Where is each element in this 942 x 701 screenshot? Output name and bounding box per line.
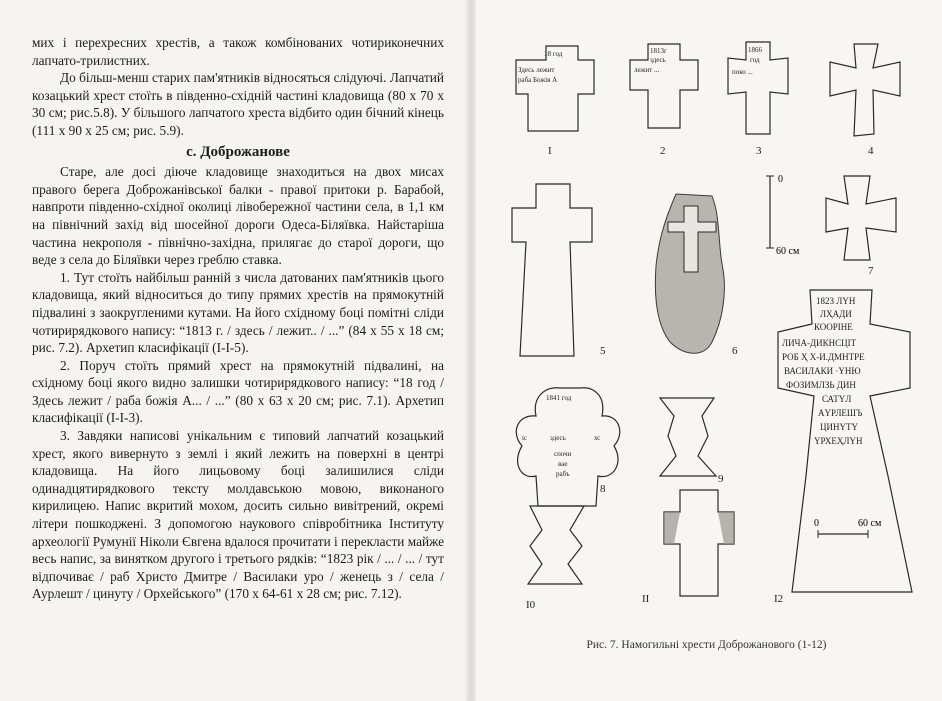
cross-5 <box>512 184 592 356</box>
svg-text:здесь: здесь <box>550 434 566 442</box>
label-10: I0 <box>526 599 536 611</box>
label-7: 7 <box>868 265 874 277</box>
svg-text:САТҮЛ: САТҮЛ <box>822 394 852 404</box>
svg-text:1866: 1866 <box>748 46 762 54</box>
svg-text:18 год: 18 год <box>544 50 563 58</box>
cross-8-inscription <box>522 394 600 478</box>
svg-text:КООРІНЕ: КООРІНЕ <box>814 322 853 332</box>
large-scale-label: 60 см <box>858 518 882 529</box>
svg-text:ВАСИЛАКИ ·ҮНЮ: ВАСИЛАКИ ·ҮНЮ <box>784 366 861 376</box>
svg-text:ЛИЧА-ДИКНСЦІТ: ЛИЧА-ДИКНСЦІТ <box>782 338 857 348</box>
paragraph-1: мих і перехресних хрестів, а також комбінованих чотириконечних лапчато-трилистних. <box>32 35 444 68</box>
svg-text:поко ...: поко ... <box>732 68 753 76</box>
label-1: I <box>548 145 552 157</box>
svg-text:Здесь лежит: Здесь лежит <box>518 66 555 74</box>
cross-9 <box>660 398 716 476</box>
svg-text:ҮРХЕҲЛҮН: ҮРХЕҲЛҮН <box>814 436 863 446</box>
cross-4 <box>830 44 900 136</box>
svg-text:раба Божія А: раба Божія А <box>518 76 558 84</box>
small-scale-label: 60 см <box>776 246 800 257</box>
cross-6-stone <box>655 194 724 353</box>
paragraph-2: До більш-менш старих пам'ятників відносяться слідуючі. Лапчатий козацький хрест стоїть в південно-східній частині кладовища (80 х 70 х 30 см; рис.5.8). У більшого лапчатого хреста відбито один бічний кінець (111 х 90 х 25 см; рис. 5.9). <box>32 70 444 138</box>
cross-11-stipple <box>664 512 734 544</box>
label-12: I2 <box>774 593 784 605</box>
section-paragraph-1: Старе, але досі діюче кладовище знаходиться на двох мисах правого берега Доброжанівської балки - правої притоки р. Барабой, навпроти південно-східної околиці лівобережної частини села, в 1,1 км на північний захід від шосейної дороги Одеса-Біляївка. Найстаріша частина некрополя - північно-західна, прилягає до старої дороги, що веде з села до Біляївки через греблю ставка. <box>32 164 444 268</box>
cross-3-inscription <box>732 46 763 76</box>
label-3: 3 <box>756 145 762 157</box>
svg-text:спочи: спочи <box>554 450 572 458</box>
section-paragraph-3: 2. Поруч стоїть прямий хрест на прямокутній підвалині, на східному боці якого видно залишки чотирирядкового напису: “18 год / Здесь лежит / раба божія А... / ...” (80 х 63 х 20 см; рис. 7.1). Архетип класифікації (І-І-3). <box>32 357 444 426</box>
label-9: 9 <box>718 473 724 485</box>
svg-text:хс: хс <box>594 434 601 442</box>
svg-text:1823 ЛҮН: 1823 ЛҮН <box>816 296 856 306</box>
label-8: 8 <box>600 483 606 495</box>
cross-1-inscription <box>518 50 563 84</box>
svg-text:вае: вае <box>558 460 568 468</box>
svg-text:АҮРЛЕШЪ: АҮРЛЕШЪ <box>818 408 863 418</box>
section-heading: с. Доброжанове <box>186 143 290 160</box>
svg-text:ЛҲАДИ: ЛҲАДИ <box>820 309 852 319</box>
label-4: 4 <box>868 145 874 157</box>
svg-text:1841 год: 1841 год <box>546 394 572 402</box>
svg-text:ЦИНҮТҮ: ЦИНҮТҮ <box>820 422 858 432</box>
svg-text:іс: іс <box>522 434 528 442</box>
svg-text:рабъ: рабъ <box>556 470 570 478</box>
large-scale <box>818 530 868 538</box>
small-scale-zero: 0 <box>778 174 783 185</box>
label-6: 6 <box>732 345 738 357</box>
small-scale <box>766 176 774 248</box>
cross-1 <box>516 46 594 131</box>
svg-text:год: год <box>750 56 760 64</box>
cross-10 <box>528 506 584 584</box>
label-2: 2 <box>660 145 666 157</box>
left-page-text <box>32 34 444 603</box>
book-gutter <box>466 0 476 701</box>
section-paragraph-2: 1. Тут стоїть найбільш ранній з числа датованих пам'ятників цього кладовища, який відноситься до типу прямих хрестів на прямокутній підвалині з заокругленими кутами. На його східному боці помітні сліди чотирирядкового напису: “1813 г. / здесь / лежит.. / ...” (84 х 55 х 18 см; рис. 7.2). Архетип класифікації (І-І-5). <box>32 269 444 356</box>
figure-caption: Рис. 7. Намогильні хрести Доброжанового (1-12) <box>586 639 827 651</box>
svg-text:1813г: 1813г <box>650 47 667 55</box>
label-11: II <box>642 593 650 605</box>
section-paragraph-4: 3. Завдяки написові унікальним є типовий лапчатий козацький хрест, якого вивернуто з землі і який лежить на поверхні в центрі кладовища. На його лицьовому боці залишилися сліди одинадцятирядкового тексту молдавською мовою, виконаного кирилицею. Напис вкритий мохом, досить сильно вивітрений, окремі літери пошкоджені. З допомогою наукового співробітника Інституту археології Румунії Ніколи Євгена вдалося прочитати і перекласти майже весь напис, за винятком другого і третього рядків: “1823 рік / ... / ... / тут відпочиває / раб Христо Дмитре / Василаки уро / женець з / села / Аурлешт / цинуту / Орхейського” (170 х 64-61 х 28 см; рис. 7.12). <box>32 428 444 602</box>
svg-text:ФОЗИМЛЗЬ ДИН: ФОЗИМЛЗЬ ДИН <box>786 380 856 390</box>
label-5: 5 <box>600 345 606 357</box>
crosses-figure <box>508 36 918 616</box>
svg-text:лежит ...: лежит ... <box>634 66 660 74</box>
cross-7 <box>826 176 896 260</box>
cross-11 <box>664 490 734 596</box>
svg-text:здесь: здесь <box>650 56 666 64</box>
svg-text:РОБ Ҳ Х-И.ДМНТРЕ: РОБ Ҳ Х-И.ДМНТРЕ <box>782 352 865 362</box>
large-scale-zero: 0 <box>814 518 819 529</box>
cross-12-inscription <box>782 296 865 446</box>
